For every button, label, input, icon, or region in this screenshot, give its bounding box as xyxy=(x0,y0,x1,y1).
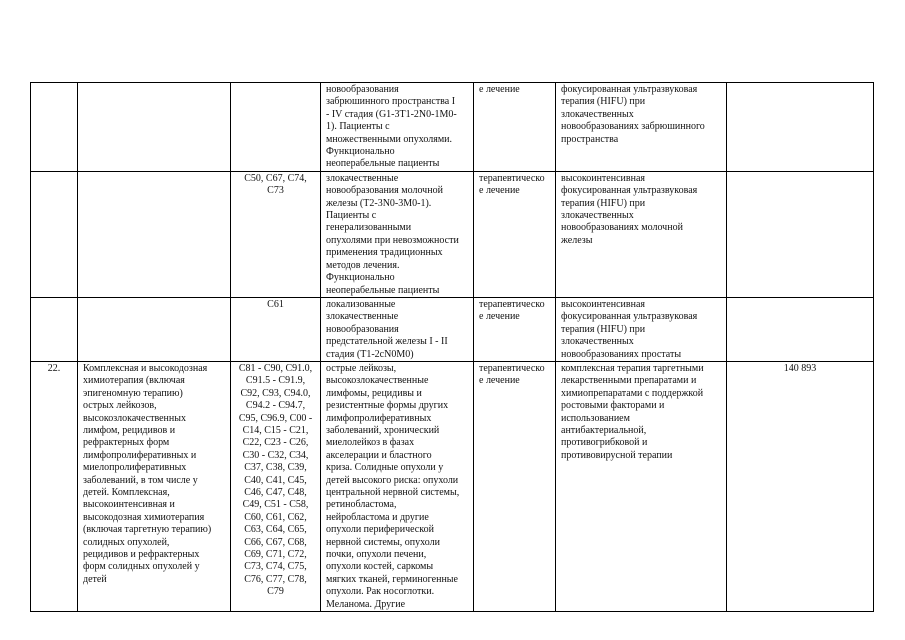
treatment-type-cell xyxy=(474,171,556,297)
table-row xyxy=(31,297,874,361)
icd-codes-cell xyxy=(231,83,321,172)
patient-model-text: злокачественные новообразования молочной железы (T2-3N0-3M0-1). Пациенты с генерализованными опухолями при невозможности применения традиционных методов лечения. Функционально неоперабельные пациенты xyxy=(326,172,459,296)
patient-model-cell xyxy=(321,361,474,611)
treatment-method-cell xyxy=(556,361,727,611)
treatment-method-text: высокоинтенсивная фокусированная ультразвуковая терапия (HIFU) при злокачественных новообразованиях молочной железы xyxy=(561,172,698,246)
patient-model-cell xyxy=(321,171,474,297)
icd-codes-cell xyxy=(231,171,321,297)
cost-cell xyxy=(727,83,874,172)
care-type-cell xyxy=(78,83,231,172)
care-type-cell xyxy=(78,297,231,361)
row-number-cell xyxy=(31,361,78,611)
icd-codes-cell xyxy=(231,297,321,361)
row-number-cell xyxy=(31,83,78,172)
patient-model-cell xyxy=(321,297,474,361)
treatment-method-text: высокоинтенсивная фокусированная ультразвуковая терапия (HIFU) при злокачественных новообразованиях простаты xyxy=(561,298,698,360)
row-number-cell xyxy=(31,171,78,297)
treatment-type-cell xyxy=(474,83,556,172)
row-number-cell xyxy=(31,297,78,361)
treatment-type-cell xyxy=(474,297,556,361)
medical-care-table xyxy=(30,82,874,612)
care-type-cell xyxy=(78,171,231,297)
treatment-method-cell xyxy=(556,83,727,172)
treatment-method-text: комплексная терапия таргетными лекарственными препаратами и химиопрепаратами с поддержкой ростовыми факторами и использованием антибактериальной, противогрибковой и противовирусной терапии xyxy=(561,362,704,461)
cost-cell xyxy=(727,171,874,297)
treatment-type-cell xyxy=(474,361,556,611)
patient-model-text: новообразования забрюшинного пространства I - IV стадия (G1-3T1-2N0-1M0- 1). Пациенты с множественными опухолями. Функционально неоперабельные пациенты xyxy=(326,84,457,170)
treatment-method-text: фокусированная ультразвуковая терапия (HIFU) при злокачественных новообразованиях забрюшинного пространства xyxy=(561,84,705,145)
treatment-type-text: е лечение xyxy=(479,84,520,95)
icd-codes-text: C81 - C90, C91.0, C91.5 - C91.9, C92, C93, C94.0, C94.2 - C94.7, C95, C96.9, C00 - C14, C15 - C21, C22, C23 - C26, C30 - C32, C34, C37, C38, C39, C40, C41, C45, C46, C47, C48, C49, C51 - C58, C60, C61, C62, C63, C64, C65, C66, C67, C68, C69, C71, C72, C73, C74, C75, C76, C77, C78, C79 xyxy=(238,362,313,598)
icd-codes-text: C61 xyxy=(267,298,284,310)
icd-codes-cell xyxy=(231,361,321,611)
row-number: 22. xyxy=(47,362,61,374)
treatment-method-cell xyxy=(556,171,727,297)
cost-text: 140 893 xyxy=(783,362,817,374)
treatment-type-text: терапевтическо е лечение xyxy=(479,362,545,387)
treatment-method-cell xyxy=(556,297,727,361)
cost-cell xyxy=(727,297,874,361)
treatment-type-text: терапевтическо е лечение xyxy=(479,298,545,323)
patient-model-cell xyxy=(321,83,474,172)
patient-model-text: острые лейкозы, высокозлокачественные лимфомы, рецидивы и резистентные формы других лимфопролиферативных заболеваний, хронический миелолейкоз в фазах акселерации и бластного криза. Солидные опухоли у детей высокого риска: опухоли центральной нервной системы, ретинобластома, нейробластома и другие опухоли периферической нервной системы, опухоли почки, опухоли печени, опухоли костей, саркомы мягких тканей, герминогенные опухоли. Рак носоглотки. Меланома. Другие xyxy=(326,362,460,610)
care-type-cell xyxy=(78,361,231,611)
table-row xyxy=(31,361,874,611)
table-row xyxy=(31,83,874,172)
treatment-type-text: терапевтическо е лечение xyxy=(479,172,545,197)
table-row xyxy=(31,171,874,297)
patient-model-text: локализованные злокачественные новообразования предстательной железы I - II стадия (T1-2cN0M0) xyxy=(326,298,448,360)
care-type-text: Комплексная и высокодозная химиотерапия (включая эпигеномную терапию) острых лейкозов, высокозлокачественных лимфом, рецидивов и рефрактерных форм лимфопролиферативных и миелопролиферативных заболеваний, в том числе у детей. Комплексная, высокоинтенсивная и высокодозная химиотерапия (включая таргетную терапию) солидных опухолей, рецидивов и рефрактерных форм солидных опухолей у детей xyxy=(83,362,212,585)
cost-cell xyxy=(727,361,874,611)
icd-codes-text: C50, C67, C74, C73 xyxy=(244,172,307,197)
